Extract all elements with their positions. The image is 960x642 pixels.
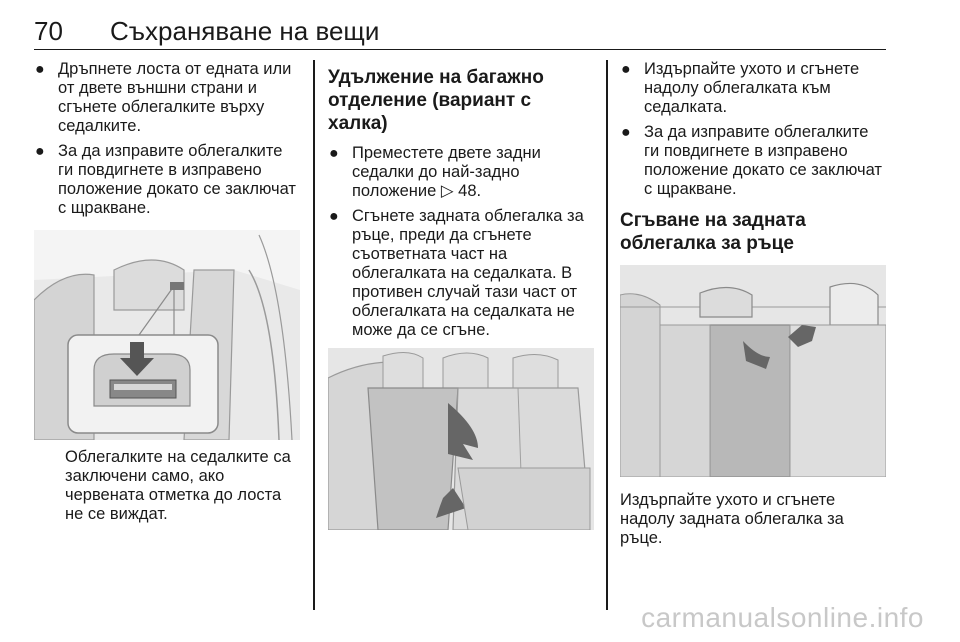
list-item-text: Дръпнете лоста от едната или от двете външни страни и сгънете облегалките върху седалките.	[58, 60, 292, 135]
list-item-text: Сгънете задната облегалка за ръце, преди да сгънете съответната част на облегалката на седалката. В противен случай тази част от облегалката на седалката не може да се сгъне.	[352, 207, 584, 339]
figure-lever-illustration	[34, 230, 300, 440]
page-header	[34, 6, 886, 50]
figure-caption: Издърпайте ухото и сгънете надолу задната облегалка за ръце.	[620, 491, 844, 547]
column-1	[34, 60, 302, 524]
bullet-dot-icon: ●	[35, 143, 45, 160]
bullet-list	[328, 144, 594, 340]
list-item-text: За да изправите облегалките ги повдигнете в изправено положение докато се заключат с щракване.	[58, 142, 296, 217]
bullet-list	[620, 60, 886, 199]
list-item	[328, 207, 594, 340]
bullet-dot-icon: ●	[35, 61, 45, 78]
rear-seat-armrest-diagram	[328, 348, 594, 530]
list-item-text: Преместете двете задни седалки до най-задно положение	[352, 144, 541, 200]
page-reference: 48.	[458, 182, 482, 200]
section-heading: Удължение на багажно отделение (вариант с халка)	[328, 67, 544, 134]
list-item	[620, 123, 886, 199]
bullet-dot-icon: ●	[621, 61, 631, 78]
figure-rear-seat	[328, 348, 594, 530]
page-reference-icon: ▷	[440, 182, 454, 200]
watermark: carmanualsonline.info	[641, 602, 924, 633]
list-item-text: Издърпайте ухото и сгънете надолу облегалката към седалката.	[644, 60, 860, 116]
section-heading: Сгъване на задната облегалка за ръце	[620, 210, 806, 254]
bullet-list	[34, 60, 302, 218]
page-title: Съхраняване на вещи	[110, 16, 380, 46]
page-number: 70	[34, 16, 63, 46]
rear-seat-lever-diagram	[34, 230, 300, 440]
list-item-text: За да изправите облегалките ги повдигнете в изправено положение докато се заключат с щракване.	[644, 123, 882, 198]
bullet-dot-icon: ●	[329, 145, 339, 162]
list-item	[620, 60, 886, 117]
column-2	[328, 60, 594, 538]
column-divider	[606, 60, 608, 610]
figure-armrest	[620, 265, 886, 477]
list-item	[34, 60, 302, 136]
bullet-dot-icon: ●	[621, 124, 631, 141]
column-3	[620, 60, 886, 548]
figure-caption: Облегалките на седалките са заключени само, ако червената отметка до лоста не се виждат.	[65, 448, 291, 523]
list-item	[34, 142, 302, 218]
column-divider	[313, 60, 315, 610]
list-item	[328, 144, 594, 201]
armrest-fold-diagram	[620, 265, 886, 477]
bullet-dot-icon: ●	[329, 208, 339, 225]
